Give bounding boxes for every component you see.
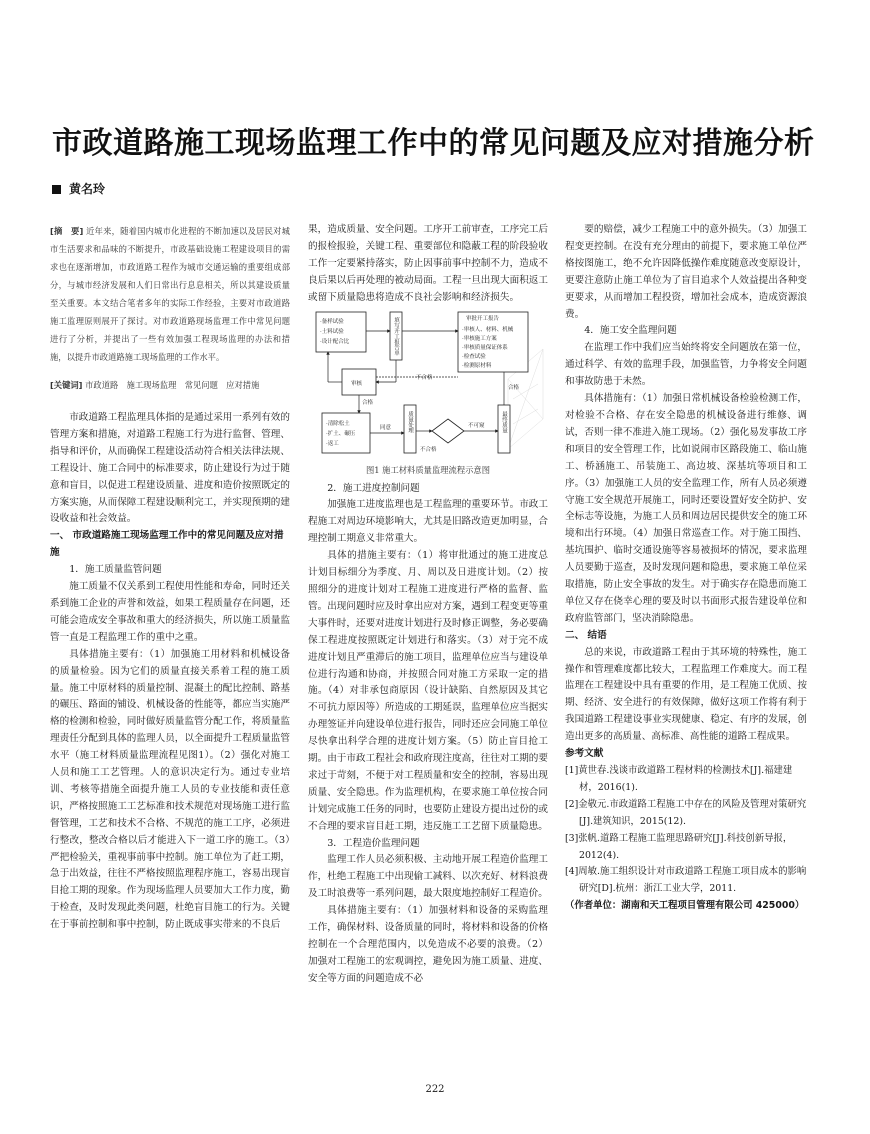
references-title: 参考文献 xyxy=(565,748,604,760)
column-1-body xyxy=(50,410,290,934)
keywords-label: [关键词] xyxy=(50,380,83,390)
label-ok-2: 合格 xyxy=(508,384,520,391)
reference-item: [2]金敬元.市政道路工程施工中存在的风险及管理对策研究[J].建筑知识，2015(12). xyxy=(565,798,807,827)
flowchart-diagram xyxy=(308,309,548,459)
box-left-item-1: ·土料试验 xyxy=(320,328,344,335)
body-paragraph: 具体措施主要有：（1）加强材料和设备的采购监理工作，确保材料、设备质量的同时，将材料和设备的价格控制在一个合理范围内，以免造成不必要的浪费。（2）加强对工程施工的宏观调控，避免因为施工质量、进度、安全等方面的问题造成不必 xyxy=(308,905,548,984)
subsection-heading: 1．施工质量监管问题 xyxy=(69,564,162,576)
reference-item: [3]张帆.道路工程施工监理思路研究[J].科技创新导报，2012(4). xyxy=(565,832,793,861)
references-list xyxy=(565,763,807,898)
author-line xyxy=(52,180,105,197)
column-3 xyxy=(565,222,807,915)
figure-1 xyxy=(308,309,548,459)
figure-caption: 图1 施工材料质量监理流程示意图 xyxy=(365,464,491,475)
label-fail-2: 不合格 xyxy=(420,446,437,453)
box-right-item-3: ·检查试验 xyxy=(462,353,486,360)
box-right-title: 审批开工报告 xyxy=(466,315,500,322)
subsection-heading: 4．施工安全监理问题 xyxy=(584,325,677,337)
vertical-label-1: 填写开工报告单 xyxy=(393,316,399,356)
section-heading: 一、 市政道路施工现场监理工作中的常见问题及应对措施 xyxy=(50,530,284,559)
abstract xyxy=(50,222,290,366)
decision-diamond xyxy=(432,419,464,443)
label-fail: 不合格 xyxy=(416,374,433,381)
body-paragraph: 具体措施有：（1）加强日常机械设备检验检测工作，对检验不合格、存在安全隐患的机械设备进行维修、调试，否则一律不准进入施工现场。（2）强化易发事故工序和项目的安全管理工作，比如说闹市区路段施工、临山施工、桥涵施工、吊装施工、高边坡、深基坑等项目和工序。（3）加强施工人员的安全监理工作，所有人员必须遵守施工安全规范开展施工，同时还要设置好安全防护、安全标志等设施，为施工人员和周边居民提供安全的施工环境和出行环境。（4）加强日常巡查工作。对于施工围挡、基坑围护、临时交通设施等容易被损坏的情况，要求监理人员要勤于巡查，及时发现问题和隐患，要求施工单位采取措施，防止安全事故的发生。对于确实存在隐患而施工单位又存在侥幸心理的要及时以书面形式报告建设单位和政府监管部门，坚决消除隐患。 xyxy=(565,393,807,624)
box-left-item-2: ·设计配合比 xyxy=(320,338,350,345)
author-name: 黄名玲 xyxy=(69,182,106,196)
box-right-item-4: ·检测原材料 xyxy=(462,362,492,369)
subsection-heading: 3．工程造价监理问题 xyxy=(327,837,420,849)
abstract-text: 近年来，随着国内城市化进程的不断加速以及居民对城市生活要求和品味的不断提升，市政基础设施工程建设项目的需求也在逐渐增加，市政道路工程作为城市交通运输的重要组成部分，与城市经济发展和人们日常出行息息相关，所以其建设质量至关重要。本文结合笔者多年的实际工作经验，主要对市政道路施工监理原则展开了探讨。对市政道路现场监理工作中常见问题进行了分析，并提出了一些有效加强工程现场监理的办法和措施，以提升市政道路施工现场监理的工作水平。 xyxy=(50,226,290,362)
section-heading: 二、 结语 xyxy=(565,629,607,641)
vertical-label-2: 质量处理 xyxy=(407,410,413,433)
box-bottom-item-1: ·扩土、碾压 xyxy=(326,430,356,437)
author-bullet-icon xyxy=(52,185,61,194)
box-left-item-0: ·备样试验 xyxy=(320,318,344,325)
box-bottom-item-2: ·返工 xyxy=(326,440,339,447)
column-1 xyxy=(50,222,290,934)
body-paragraph: 果，造成质量、安全问题。工序开工前审查，工序完工后的报检报验，关键工程、重要部位和隐蔽工程的阶段验收工作一定要紧持落实，防止因事前事中控制不力，造成不良后果以后再处理的被动局面。工程一旦出现大面积返工或留下质量隐患将造成不良社会影响和经济损失。 xyxy=(308,224,548,303)
box-right-item-2: ·审核质量保证体系 xyxy=(462,344,508,351)
body-paragraph: 加强施工进度监理也是工程监理的重要环节。市政工程施工对周边环境影响大，尤其是旧路改造更加明显，合理控制工期意义非常重大。 xyxy=(308,499,548,545)
page-number: 222 xyxy=(425,1084,445,1095)
body-paragraph: 在监理工作中我们应当始终将安全问题放在第一位，通过科学、有效的监理手段，加强监管，力争将安全问题和事故防患于未然。 xyxy=(565,342,807,388)
body-paragraph: 要的赔偿，减少工程施工中的意外损失。（3）加强工程变更控制。在没有充分理由的前提下，要求施工单位严格按图施工，绝不允许因降低操作难度随意改变原设计，更要注意防止施工单位为了盲目追求个人效益提出各种变更要求，从而增加工程投资，增加社会成本，造成资源浪费。 xyxy=(565,224,807,320)
subsection-heading: 2．施工进度控制问题 xyxy=(327,482,420,494)
column-2-top xyxy=(308,222,548,307)
keywords-text: 市政道路 施工现场监理 常见问题 应对措施 xyxy=(85,380,260,390)
article-title: 市政道路施工现场监理工作中的常见问题及应对措施分析 xyxy=(52,126,815,161)
body-paragraph: 总的来说，市政道路工程由于其环境的特殊性，施工操作和管理难度都比较大，工程监理工作难度大。而工程监理在工程建设中具有重要的作用，是工程施工优质、按期、经济、安全进行的有效保障，做好这项工作将有利于我国道路工程建设事业实现健康、稳定、有序的发展，创造出更多的高质量、高标准、高性能的道路工程成果。 xyxy=(565,646,807,743)
body-paragraph: 施工质量不仅关系到工程使用性能和寿命，同时还关系到施工企业的声誉和效益，如果工程质量存在问题，还可能会造成安全事故和重大的经济损失，所以施工质量监管一直是工程监理工作的重中之重。 xyxy=(50,581,290,643)
box-right-item-1: ·审核施工方案 xyxy=(462,335,497,342)
keywords xyxy=(50,376,290,394)
vertical-label-3: 最终质量 xyxy=(501,410,507,433)
label-ok: 合格 xyxy=(362,399,374,406)
reference-item: [4]周敏.施工组织设计对市政道路工程施工项目成本的影响研究[D].杭州：浙江工业大学，2011. xyxy=(565,866,807,895)
reference-item: [1]黄世春.浅谈市政道路工程材料的检测技术[J].福建建材，2016(1). xyxy=(565,765,793,793)
column-2 xyxy=(308,222,548,988)
abstract-label: [摘 要] xyxy=(50,226,84,236)
review-label: 审核 xyxy=(351,380,363,387)
box-right-item-0: ·审核人、材料、机械 xyxy=(462,326,514,333)
body-paragraph: 具体的措施主要有：（1）将审批通过的施工进度总计划目标细分为季度、月、周以及日进度计划。（2）按照细分的进度计划对工程施工进度进行严格的监督、监管。出现问题时应及时拿出应对方案，遇到工程变更等重大事件时，还要对进度计划进行及时修正调整，务必要确保工程进度按照既定计划进行和落实。（3）对于完不成进度计划且严重滞后的施工项目，监理单位应当与建设单位进行沟通和协商，并按照合同对施工方采取一定的措施。（4）对非承包商原因（设计缺陷、自然原因及其它不可抗力原因等）所造成的工期延误，监理单位应当据实办理签证并向建设单位进行报告，同时还应会同施工单位尽快拿出科学合理的进度计划方案。（5）防止盲目抢工期。由于市政工程社会和政府现注度高，往往对工期的要求过于苛刻，不便于对工程质量和安全的控制，容易出现质量、安全隐患。作为监理机构，在要求施工单位按合同计划完成施工任务的同时，也要防止建设方提出过份的或不合理的要求盲目赶工期，违反施工工艺留下质量隐患。 xyxy=(308,550,548,832)
column-3-body xyxy=(565,222,807,746)
body-paragraph: 具体措施主要有：（1）加强施工用材料和机械设备的质量检验。因为它们的质量直接关系着工程的施工质量。施工中原材料的质量控制、混凝土的配比控制、路基的碾压、路面的铺设、机械设备的性能等，都应当实施严格的检测和检验，同时做好质量监管分配工作，将质量监理责任分配到具体的监理人员，以全面提升工程质量监管水平（施工材料质量监理流程见图1）。（2）强化对施工人员和施工工艺管理。人的意识决定行为。通过专业培训、考核等措施全面提升施工人员的专业技能和责任意识，严格按照施工工艺标准和技术规范对现场施工进行监督管理，工艺和技术不合格、不规范的施工工序，必须进行整改，整改合格以后才能进入下一道工序的施工。（3）严把检验关，重视事前事中控制。施工单位为了赶工期，急于出效益，往往不严格按照监理程序施工，容易出现盲目抢工期的现象。作为现场监理人员要加大工作力度，勤于检查，及时发现此类问题，杜绝盲目施工的行为。关键在于事前控制和事中控制，防止既成事实带来的不良后 xyxy=(50,648,290,931)
label-stop: 不可窥 xyxy=(468,422,485,429)
body-paragraph: 监理工作人员必须积极、主动地开展工程造价监理工作，杜绝工程施工中出现偷工减料、以次充好、材料浪费及工时浪费等一系列问题，最大限度地控制好工程造价。 xyxy=(308,854,548,900)
box-bottom-item-0: ·清除松土 xyxy=(326,420,350,427)
body-paragraph: 市政道路工程监理具体指的是通过采用一系列有效的管理方案和措施，对道路工程施工行为进行监督、管理、指导和评价，从而确保工程建设活动符合相关法律法规、工程设计、施工合同中的标准要求，防止建设行为过于随意和盲目，以促进工程建设质量、进度和造价按照既定的方案实施，从而保障工程建设顺利完工，并实现预期的建设收益和社会效益。 xyxy=(50,412,290,525)
column-2-body xyxy=(308,481,548,988)
author-affiliation: （作者单位：湖南和天工程项目管理有限公司 425000） xyxy=(565,900,805,912)
label-notify: 同意 xyxy=(380,424,392,431)
